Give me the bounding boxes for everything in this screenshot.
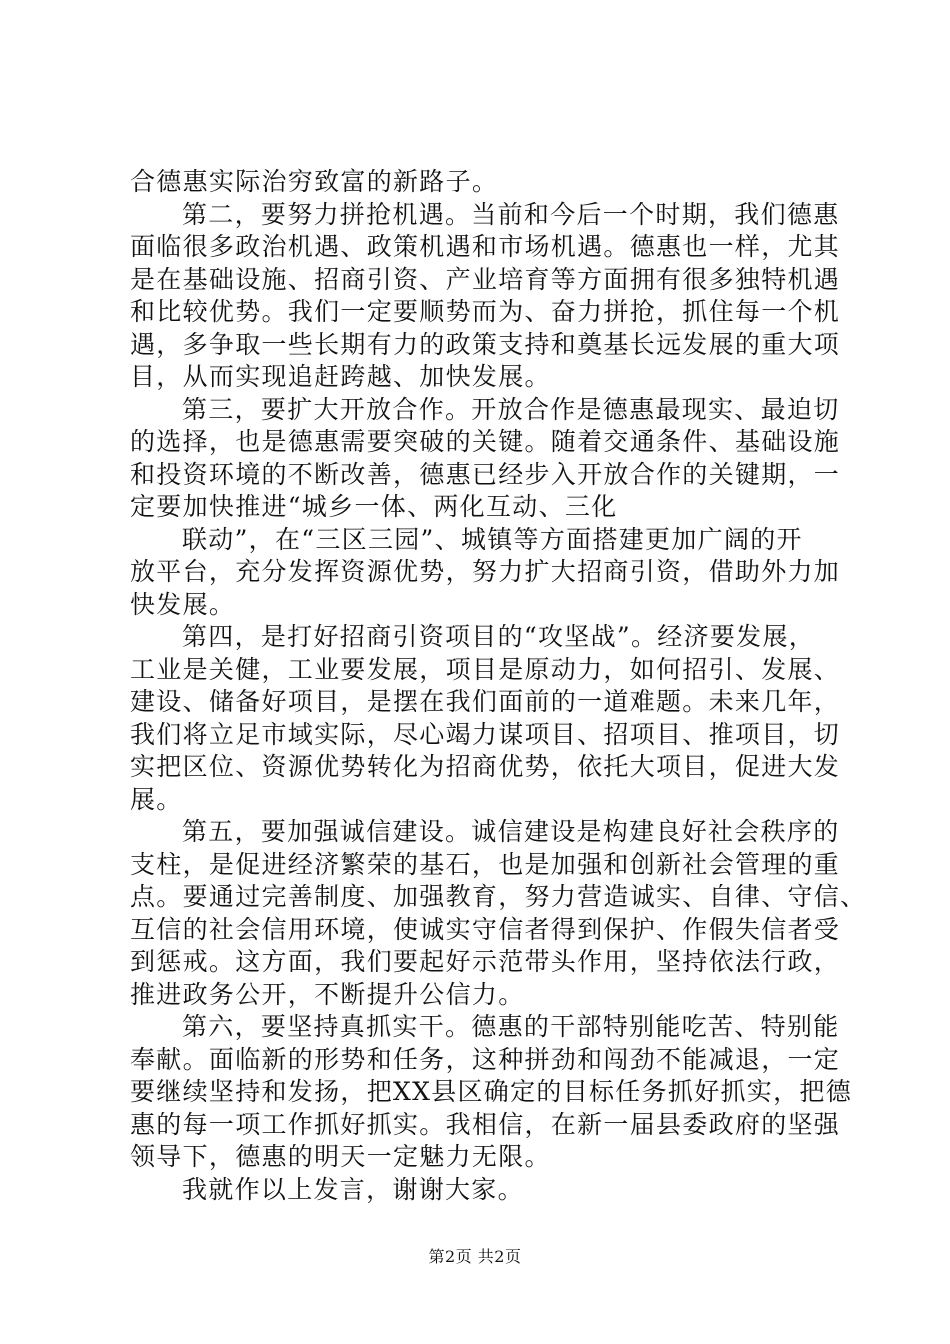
text-line: 合德惠实际治穷致富的新路子。 — [130, 167, 499, 196]
page-footer: 第2页 共2页 — [428, 1247, 522, 1266]
text-line: 是在基础设施、招商引资、产业培育等方面拥有很多独特机遇 — [130, 264, 841, 294]
text-line: 快发展。 — [130, 589, 236, 619]
text-line: 我就作以上发言，谢谢大家。 — [182, 1174, 524, 1204]
document-body — [130, 166, 867, 1206]
text-line: 面临很多政治机遇、政策机遇和市场机遇。德惠也一样，尤其 — [130, 232, 841, 261]
text-line: 放平台，充分发挥资源优势，努力扩大招商引资，借助外力加 — [130, 557, 841, 586]
text-line: 点。要通过完善制度、加强教育，努力营造诚实、自律、守信、 — [130, 882, 867, 911]
text-line: 工业是关健，工业要发展，项目是原动力，如何招引、发展、 — [130, 654, 841, 684]
text-line: 奉献。面临新的形势和任务，这种拼劲和闯劲不能减退，一定 — [130, 1044, 841, 1074]
text-line: 实把区位、资源优势转化为招商优势，依托大项目，促进大发 — [130, 752, 841, 781]
text-line: 推进政务公开，不断提升公信力。 — [130, 979, 525, 1009]
text-line: 到惩戒。这方面，我们要起好示范带头作用，坚持依法行政， — [130, 947, 841, 976]
text-line: 惠的每一项工作抓好抓实。我相信，在新一届县委政府的坚强 — [130, 1109, 841, 1139]
text-line: 我们将立足市域实际，尽心竭力谋项目、招项目、推项目，切 — [130, 719, 841, 749]
text-line: 联动”，在“三区三园”、城镇等方面搭建更加广阔的开 — [182, 524, 803, 554]
text-line: 的选择，也是德惠需要突破的关键。随着交通条件、基础设施 — [130, 427, 841, 456]
text-line: 要继续坚持和发扬，把XX县区确定的目标任务抓好抓实，把德 — [130, 1077, 852, 1106]
text-line: 第四，是打好招商引资项目的“攻坚战”。经济要发展， — [182, 622, 816, 651]
text-line: 和比较优势。我们一定要顺势而为、奋力拼抢，抓住每一个机 — [130, 297, 841, 326]
text-line: 定要加快推进“城乡一体、两化互动、三化 — [130, 492, 618, 521]
text-line: 互信的社会信用环境，使诚实守信者得到保护、作假失信者受 — [130, 914, 841, 944]
text-line: 第五，要加强诚信建设。诚信建设是构建良好社会秩序的 — [182, 817, 840, 846]
text-line: 第三，要扩大开放合作。开放合作是德惠最现实、最迫切 — [182, 394, 840, 424]
text-line: 领导下，德惠的明天一定魅力无限。 — [130, 1142, 551, 1171]
text-line: 目，从而实现追赶跨越、加快发展。 — [130, 362, 551, 391]
text-line: 第二，要努力拼抢机遇。当前和今后一个时期，我们德惠 — [182, 199, 840, 229]
text-line: 支柱，是促进经济繁荣的基石，也是加强和创新社会管理的重 — [130, 849, 841, 879]
text-line: 第六，要坚持真抓实干。德惠的干部特别能吃苦、特别能 — [182, 1012, 840, 1041]
text-line: 建设、储备好项目，是摆在我们面前的一道难题。未来几年， — [130, 687, 841, 716]
text-line: 展。 — [130, 784, 183, 814]
text-line: 遇，多争取一些长期有力的政策支持和奠基长远发展的重大项 — [130, 329, 841, 359]
text-line: 和投资环境的不断改善，德惠已经步入开放合作的关键期，一 — [130, 459, 841, 489]
